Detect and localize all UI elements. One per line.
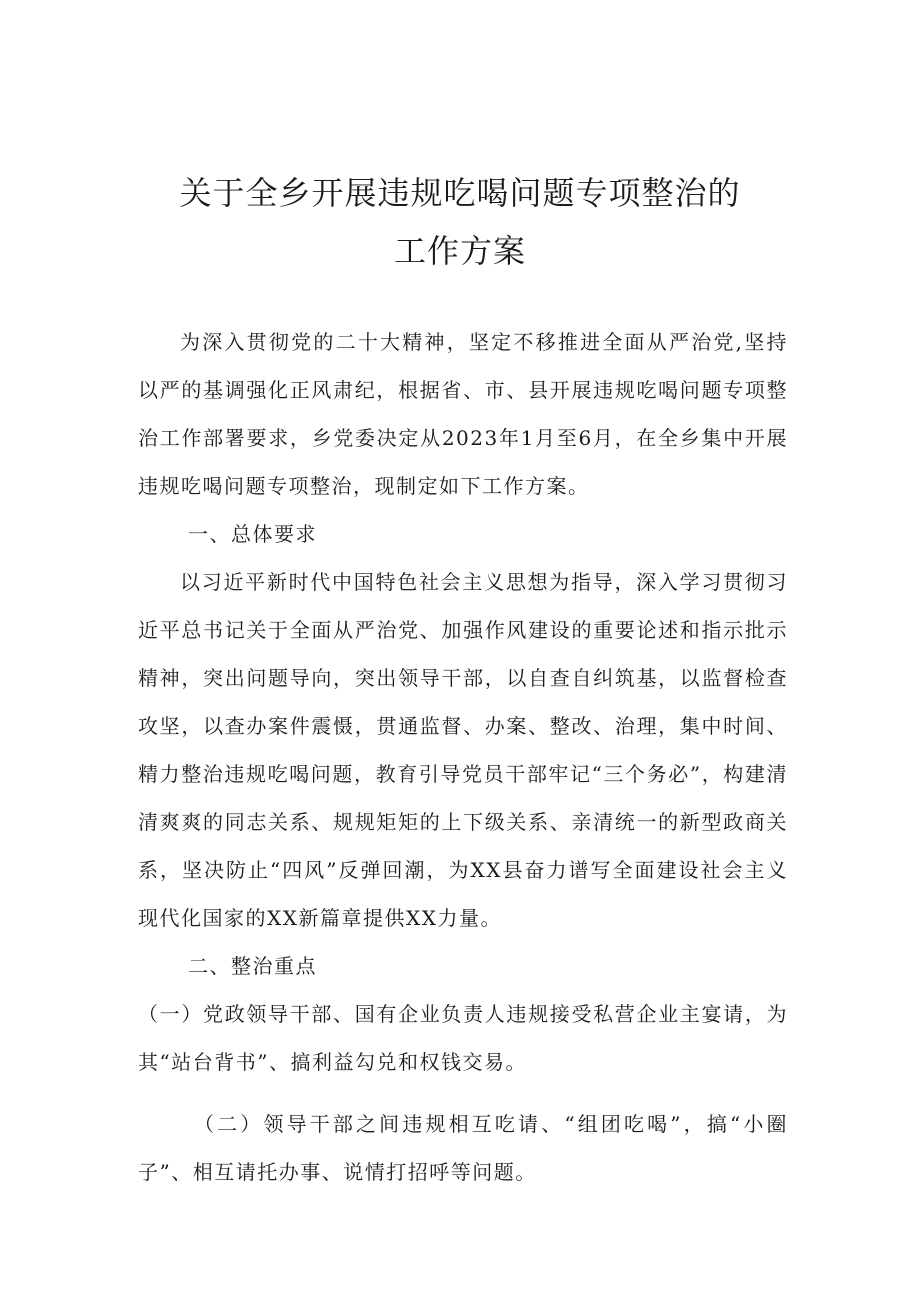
item1-paragraph: （一）党政领导干部、国有企业负责人违规接受私营企业主宴请，为其“站台背书”、搞利益勾兑和权钱交易。: [138, 1002, 788, 1074]
document-body: [138, 318, 788, 1196]
section1-heading: 一、总体要求: [188, 522, 317, 546]
item2-paragraph: （二）领导干部之间违规相互吃请、“组团吃喝”，搞“小圈子”、相互请托办事、说情打招呼等问题。: [138, 1112, 788, 1184]
intro-paragraph: 为深入贯彻党的二十大精神，坚定不移推进全面从严治党,坚持以严的基调强化正风肃纪，根据省、市、县开展违规吃喝问题专项整治工作部署要求，乡党委决定从2023年1月至6月，在全乡集中开展违规吃喝问题专项整治，现制定如下工作方案。: [138, 330, 788, 498]
section2-heading: 二、整治重点: [188, 954, 317, 978]
section1-paragraph: 以习近平新时代中国特色社会主义思想为指导，深入学习贯彻习近平总书记关于全面从严治党、加强作风建设的重要论述和指示批示精神，突出问题导向，突出领导干部，以自查自纠筑基，以监督检查攻坚，以查办案件震慑，贯通监督、办案、整改、治理，集中时间、精力整治违规吃喝问题，教育引导党员干部牢记“三个务必”，构建清清爽爽的同志关系、规规矩矩的上下级关系、亲清统一的新型政商关系，坚决防止“四风”反弹回潮，为XX县奋力谱写全面建设社会主义现代化国家的XX新篇章提供XX力量。: [138, 570, 788, 930]
document-title-line2: 工作方案: [393, 232, 526, 270]
document-title-line1: 关于全乡开展违规吃喝问题专项整治的: [179, 174, 741, 212]
